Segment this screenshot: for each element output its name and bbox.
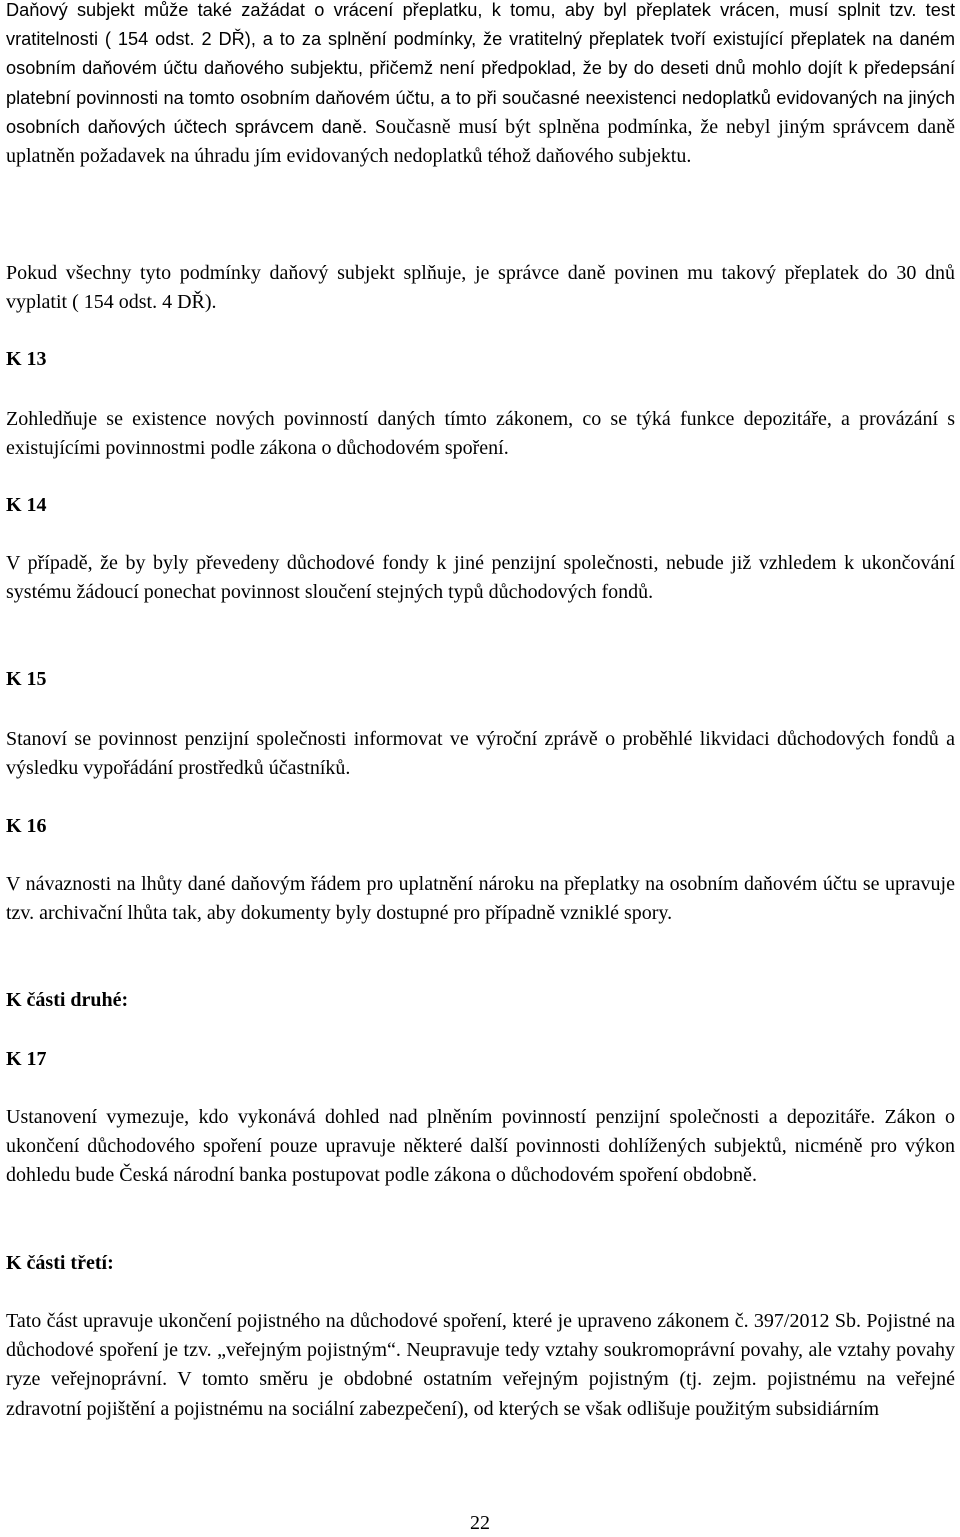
section-heading-k15: K 15 [6, 668, 47, 690]
paragraph-tax-refund-test [6, 0, 955, 171]
section-text-k15: Stanoví se povinnost penzijní společnosti informovat ve výroční zprávě o proběhlé likvidaci důchodových fondů a výsledku vypořádání prostředků účastníků. [6, 728, 955, 780]
part-heading-third: K části třetí: [6, 1252, 114, 1274]
part-heading-second: K části druhé: [6, 989, 129, 1011]
page-number: 22 [470, 1512, 490, 1534]
paragraph-segment-sans: Daňový subjekt může také zažádat o vrácení přeplatku, k tomu, aby byl přeplatek vrácen, musí splnit tzv. test vratitelnosti ( 154 odst. 2 DŘ), a to za splnění podmínky, že vratitelný přeplatek tvoří existující přeplatek na daném osobním daňovém účtu daňového subjektu, přičemž není předpoklad, že by do deseti dnů mohlo dojít k předepsání platební povinnosti na tomto osobním daňovém účtu, a to při současné neexistenci nedoplatků evidovaných na jiných osobních daňových účtech správcem daně. [6, 0, 955, 137]
section-text-k16: V návaznosti na lhůty dané daňovým řádem pro uplatnění nároku na přeplatky na osobním daňovém účtu se upravuje tzv. archivační lhůta tak, aby dokumenty byly dostupné pro případně vzniklé spory. [6, 873, 955, 925]
section-text-part-three: Tato část upravuje ukončení pojistného na důchodové spoření, které je upraveno zákonem č. 397/2012 Sb. Pojistné na důchodové spoření je tzv. „veřejným pojistným“. Neupravuje tedy vztahy soukromoprávní povahy, ale vztahy povahy ryze veřejnoprávní. V tomto směru je obdobné ostatním veřejným pojistným (tj. zejm. pojistnému na veřejné zdravotní pojištění a pojistnému na sociální zabezpečení), od kterých se však odlišuje použitým subsidiárním [6, 1310, 955, 1420]
section-text-k13: Zohledňuje se existence nových povinností daných tímto zákonem, co se týká funkce depozitáře, a provázání s existujícími povinnostmi podle zákona o důchodovém spoření. [6, 408, 955, 460]
section-heading-k14: K 14 [6, 494, 47, 516]
paragraph-segment-serif: Současně musí být splněna podmínka, že nebyl jiným správcem daně uplatněn požadavek na úhradu jím evidovaných nedoplatků téhož daňového subjektu. [6, 115, 955, 168]
section-text-k17: Ustanovení vymezuje, kdo vykonává dohled nad plněním povinností penzijní společnosti a depozitáře. Zákon o ukončení důchodového spoření pouze upravuje některé další povinnosti dohlížených subjektů, nicméně pro výkon dohledu bude Česká národní banka postupovat podle zákona o důchodovém spoření obdobně. [6, 1106, 955, 1187]
section-heading-k17: K 17 [6, 1048, 47, 1070]
section-heading-k13: K 13 [6, 348, 47, 370]
section-text-k14: V případě, že by byly převedeny důchodové fondy k jiné penzijní společnosti, nebude již vzhledem k ukončování systému žádoucí ponechat povinnost sloučení stejných typů důchodových fondů. [6, 552, 955, 604]
section-heading-k16: K 16 [6, 815, 47, 837]
paragraph-refund-payment: Pokud všechny tyto podmínky daňový subjekt splňuje, je správce daně povinen mu takový přeplatek do 30 dnů vyplatit ( 154 odst. 4 DŘ). [6, 262, 955, 314]
